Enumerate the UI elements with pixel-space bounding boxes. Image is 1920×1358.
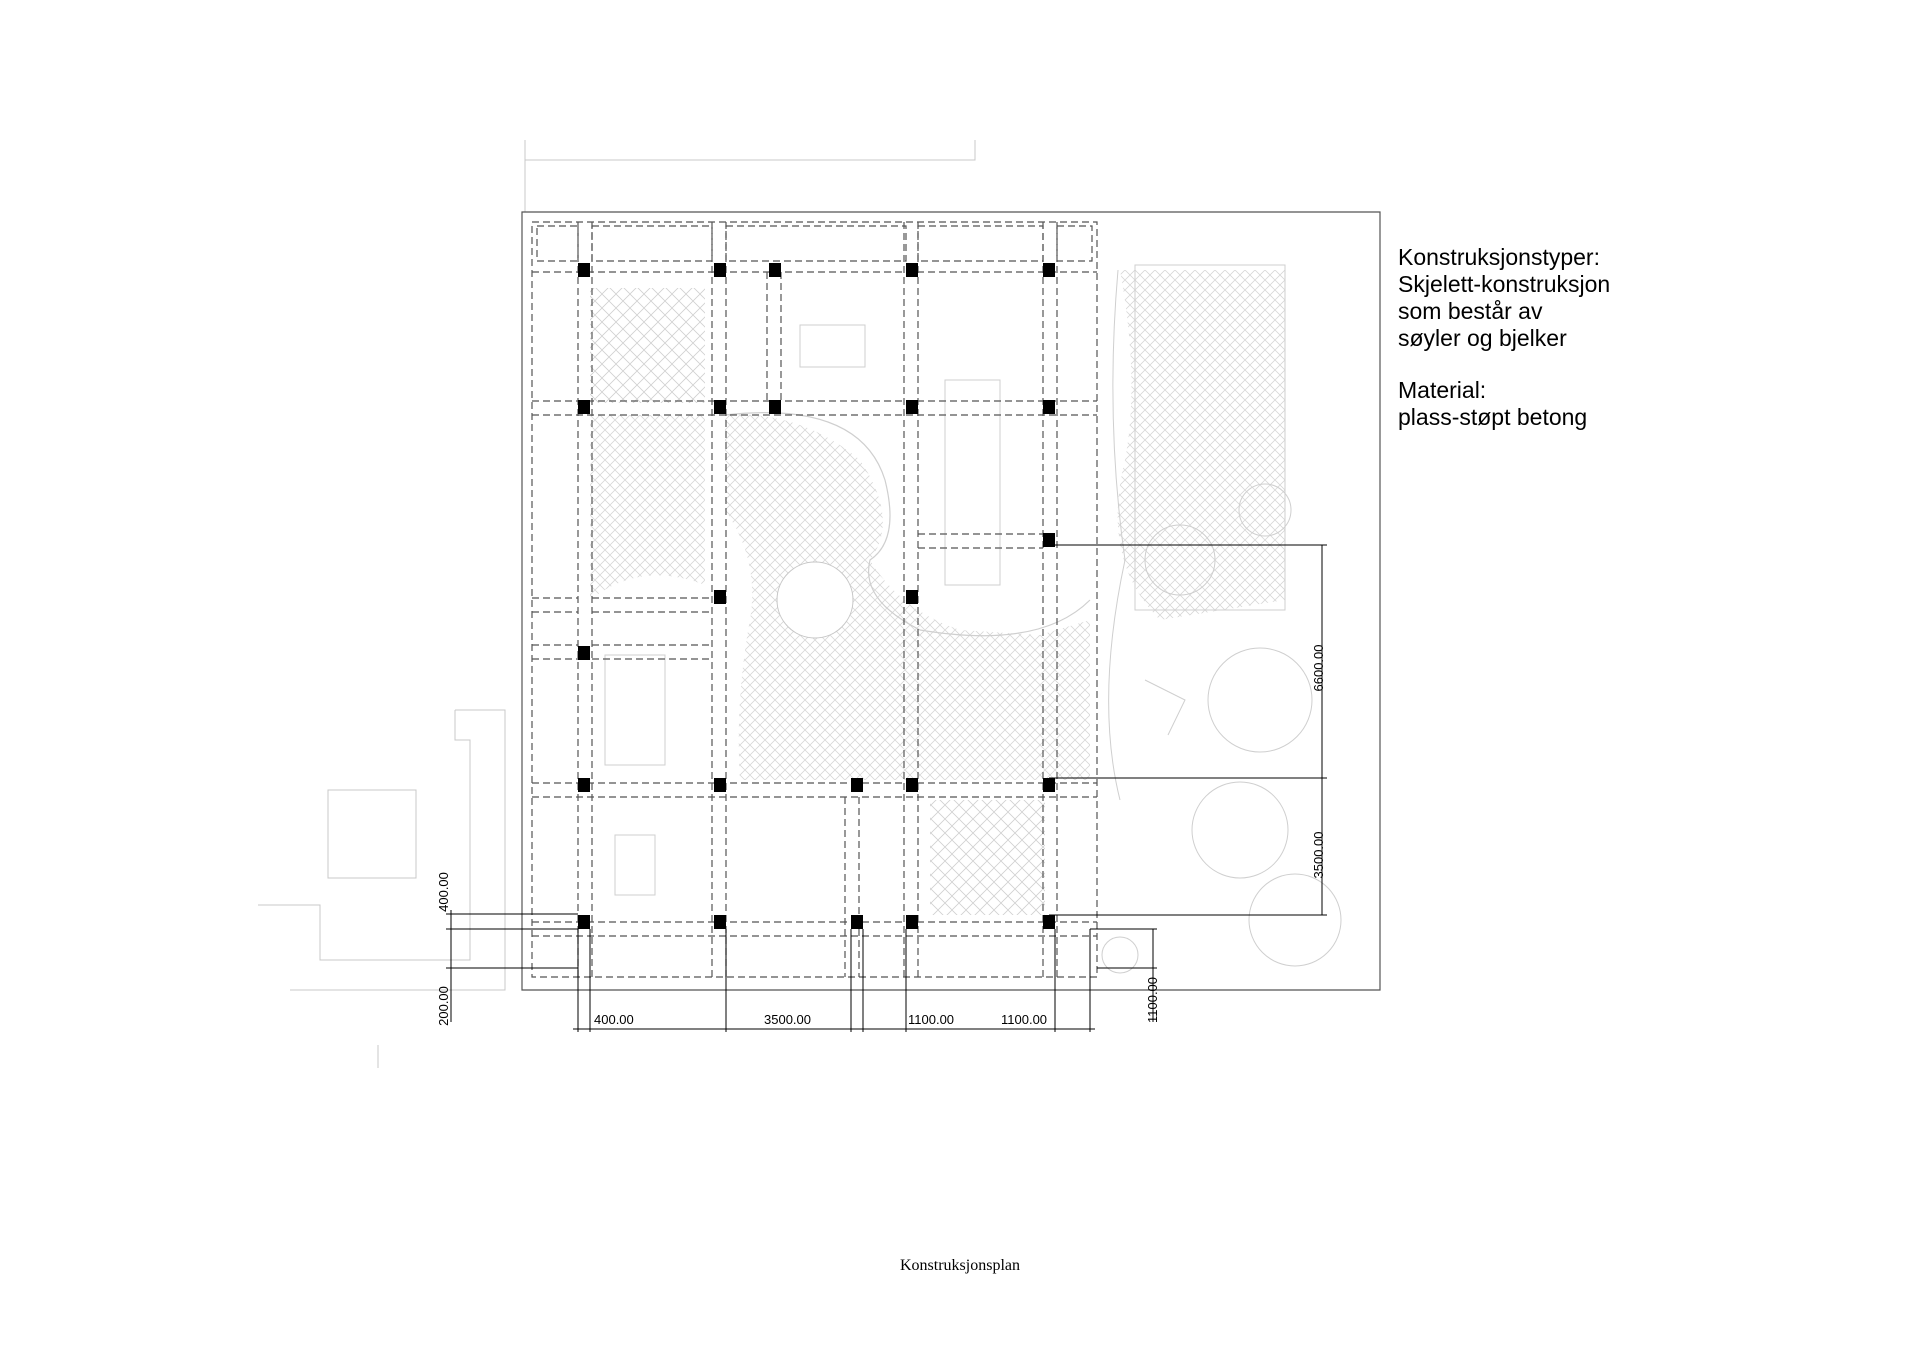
column xyxy=(906,778,918,792)
material-value: plass-støpt betong xyxy=(1398,404,1588,430)
column xyxy=(714,915,726,929)
column xyxy=(714,263,726,277)
dim-vertical-left-bottom: 200.00 xyxy=(436,986,451,1026)
dim-bottom-1: 400.00 xyxy=(594,1012,634,1027)
material-heading: Material: xyxy=(1398,377,1487,403)
column xyxy=(1043,778,1055,792)
column xyxy=(769,400,781,414)
column xyxy=(1043,400,1055,414)
column xyxy=(1043,915,1055,929)
column xyxy=(769,263,781,277)
column xyxy=(578,263,590,277)
notes-line-3: søyler og bjelker xyxy=(1398,325,1567,351)
notes-line-2: som består av xyxy=(1398,298,1543,324)
dim-vertical-left-top: 400.00 xyxy=(436,872,451,912)
column xyxy=(714,590,726,604)
dim-bottom-3: 1100.00 xyxy=(908,1012,955,1027)
column xyxy=(578,778,590,792)
notes-line-1: Skjelett-konstruksjon xyxy=(1398,271,1611,297)
drawing-caption: Konstruksjonsplan xyxy=(900,1257,1020,1274)
dim-vertical-right-top: 6600.00 xyxy=(1311,644,1326,692)
dim-vertical-right-corner: 1100.00 xyxy=(1145,976,1160,1024)
column xyxy=(714,400,726,414)
dim-bottom-2: 3500.00 xyxy=(764,1012,811,1027)
column xyxy=(906,400,918,414)
notes-heading: Konstruksjonstyper: xyxy=(1398,244,1600,270)
column xyxy=(906,915,918,929)
dim-vertical-right-bottom: 3500.00 xyxy=(1311,831,1326,879)
column xyxy=(851,778,863,792)
column xyxy=(578,400,590,414)
column xyxy=(578,915,590,929)
column xyxy=(578,646,590,660)
column xyxy=(906,590,918,604)
dim-bottom-4: 1100.00 xyxy=(1001,1012,1048,1027)
construction-notes xyxy=(1398,244,1838,431)
column xyxy=(906,263,918,277)
column xyxy=(714,778,726,792)
column xyxy=(1043,263,1055,277)
column xyxy=(851,915,863,929)
